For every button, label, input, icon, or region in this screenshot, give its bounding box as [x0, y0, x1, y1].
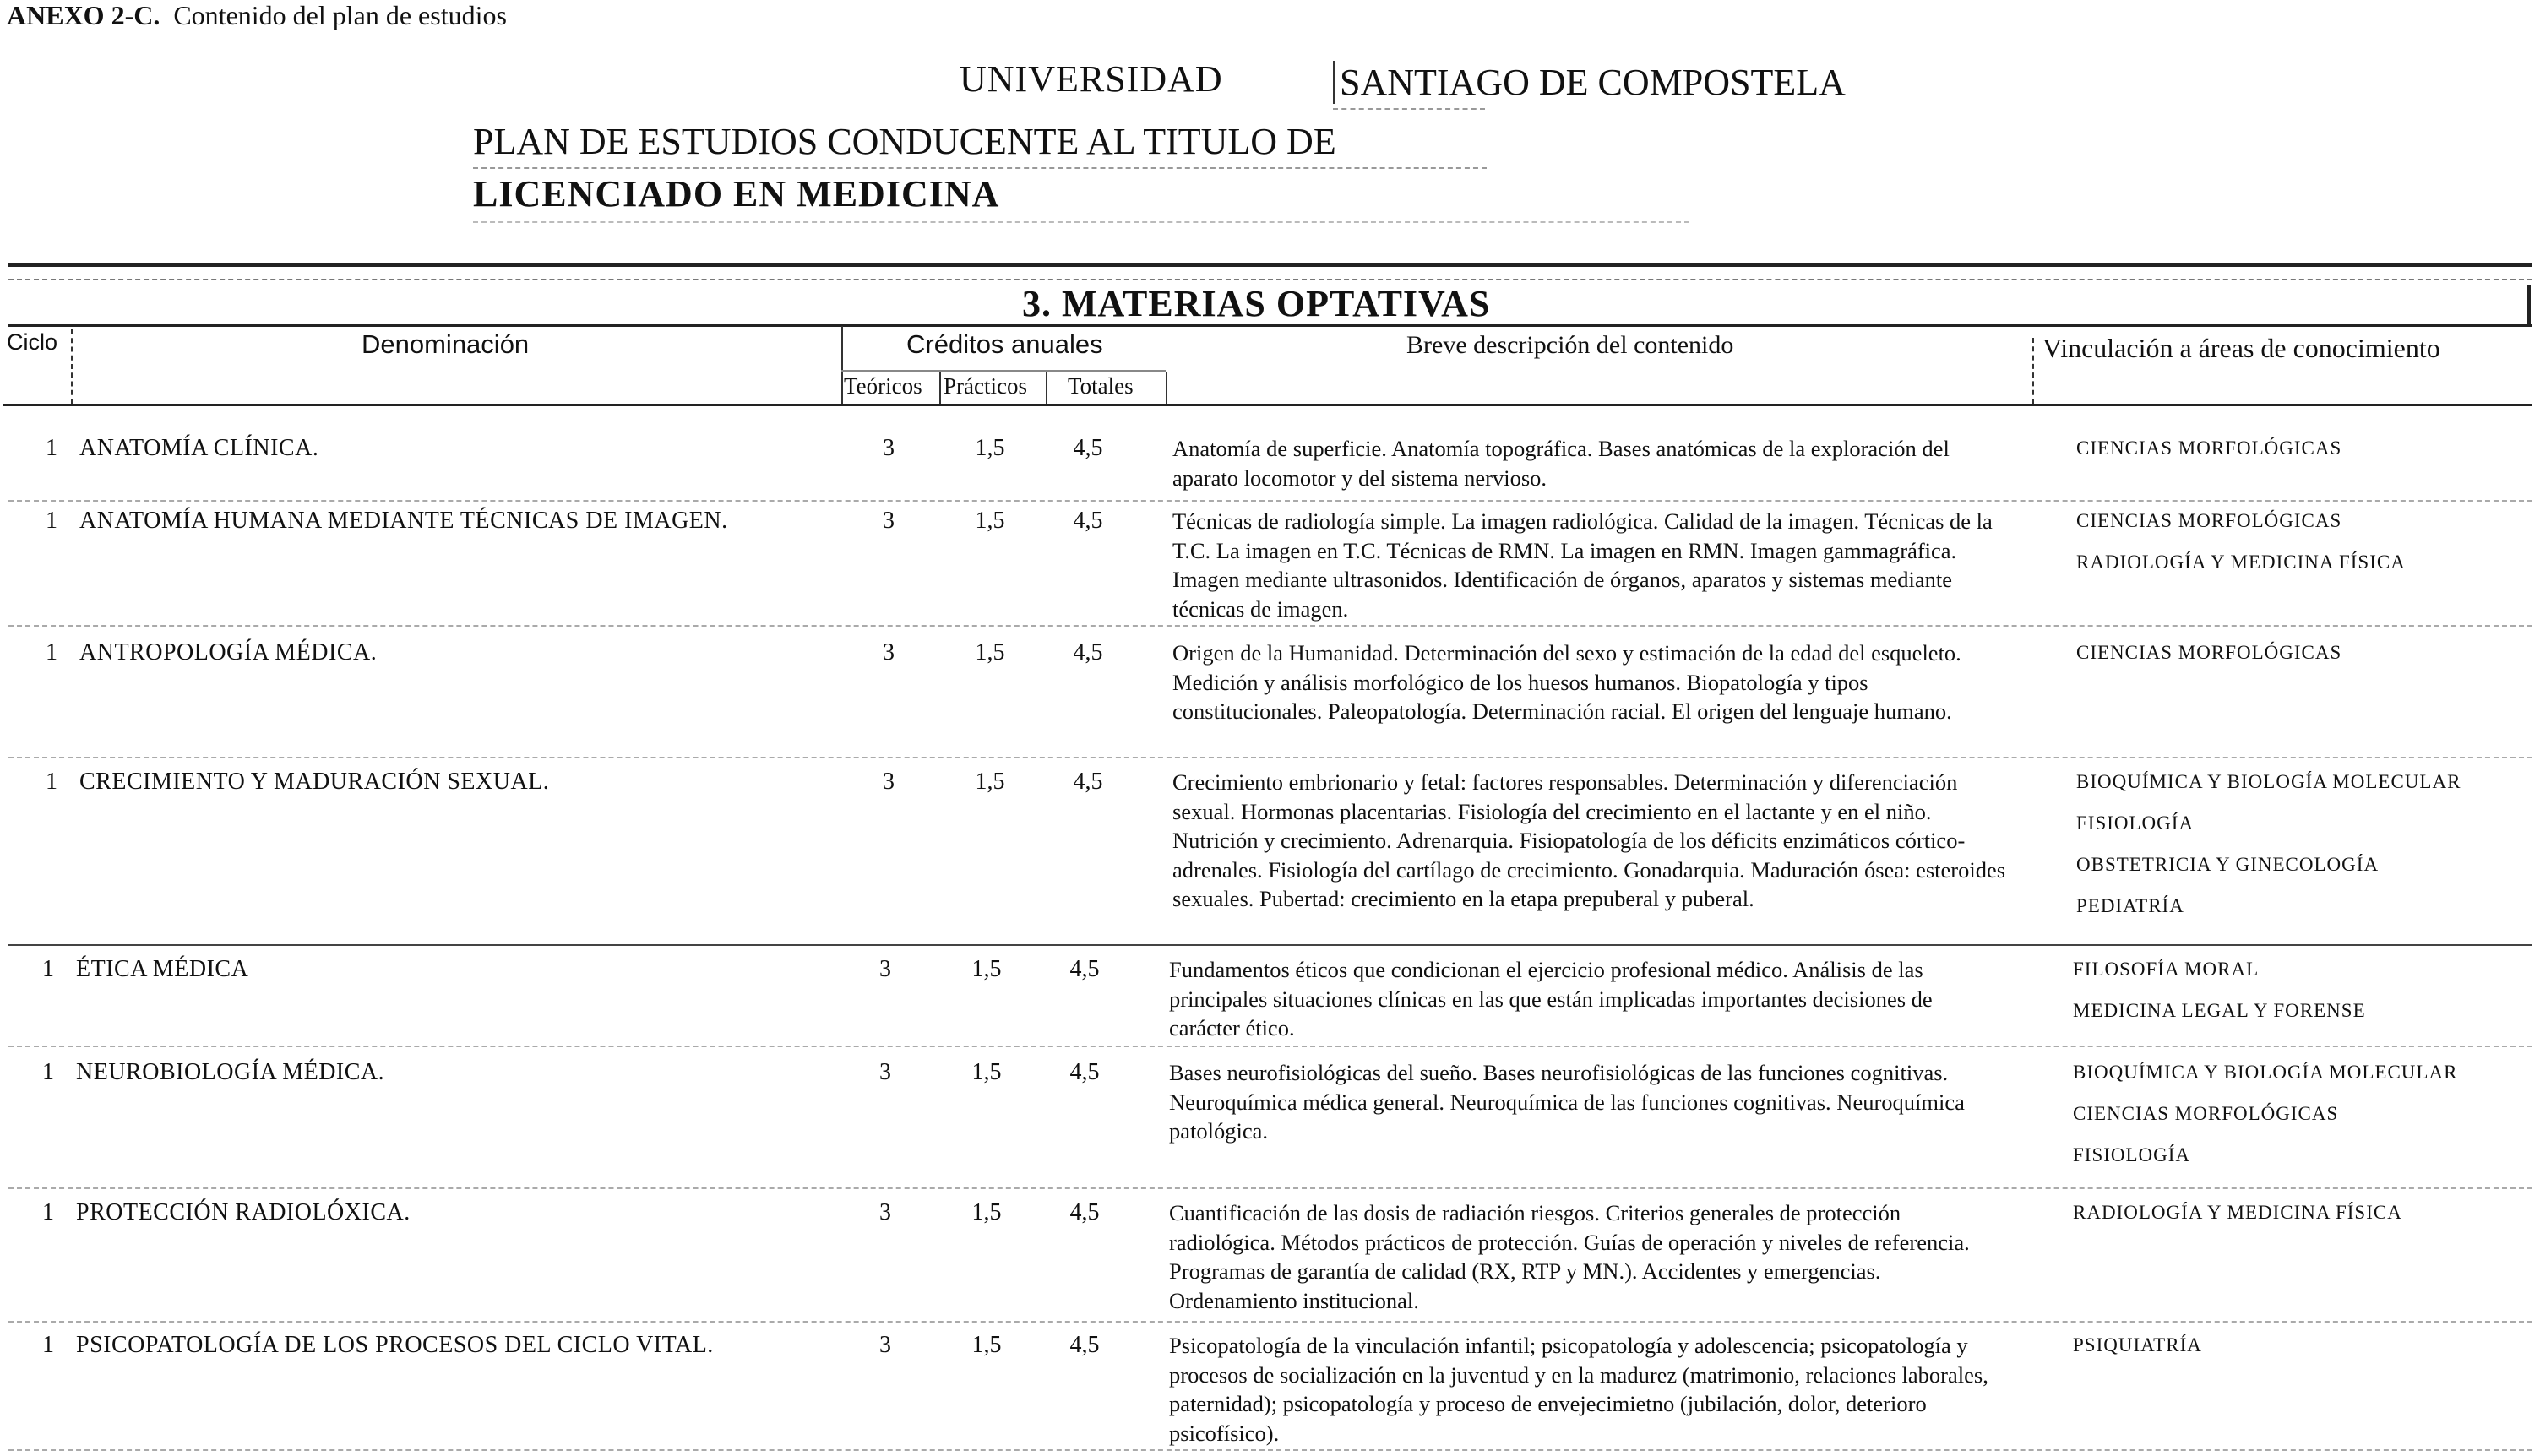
col-header-descripcion: Breve descripción del contenido [1406, 331, 1734, 359]
row-separator [8, 500, 2532, 502]
row-descripcion: Anatomía de superficie. Anatomía topográfica. Bases anatómicas de la exploración del aparato locomotor y del sistema nervioso. [1172, 436, 1950, 491]
row-creditos-practicos: 1,5 [975, 435, 1005, 461]
plan-line: PLAN DE ESTUDIOS CONDUCENTE AL TITULO DE [473, 121, 1336, 162]
area-item: MEDICINA LEGAL Y FORENSE [2073, 1000, 2366, 1021]
table-right-border [2527, 285, 2531, 324]
row-creditos-practicos: 1,5 [971, 1332, 1002, 1358]
row-descripcion: Psicopatología de la vinculación infantil; psicopatología y adolescencia; psicopatología y procesos de socialización en la juventud y en la madurez (matrimonio, relaciones laborales, paternidad); psicopatología y proceso de envejecimietno (jubilación, dolor, deterioro psicofísico). [1169, 1333, 1988, 1446]
row-descripcion: Fundamentos éticos que condicionan el ejercicio profesional médico. Análisis de las principales situaciones clínicas en las que están implicadas importantes decisiones de carácter ético. [1169, 957, 1933, 1040]
col-header-practicos: Prácticos [944, 373, 1027, 399]
row-separator [8, 1187, 2532, 1189]
row-vinculacion [2073, 1324, 2202, 1366]
row-denominacion: NEUROBIOLOGÍA MÉDICA. [76, 1059, 385, 1085]
row-separator [8, 1321, 2532, 1323]
area-item: OBSTETRICIA Y GINECOLOGÍA [2076, 854, 2380, 875]
row-denominacion: PROTECCIÓN RADIOLÓXICA. [76, 1199, 411, 1225]
row-creditos-teoricos: 3 [883, 435, 895, 461]
row-denominacion: ANTROPOLOGÍA MÉDICA. [79, 639, 378, 666]
area-item: RADIOLOGÍA Y MEDICINA FÍSICA [2073, 1202, 2402, 1223]
row-ciclo: 1 [42, 1059, 54, 1085]
row-descripcion: Bases neurofisiológicas del sueño. Bases neurofisiológicas de las funciones cognitivas. Neuroquímica médica general. Neuroquímica de las funciones cognitivas. Neuroquímica patológica. [1169, 1060, 1965, 1144]
row-denominacion: CRECIMIENTO Y MADURACIÓN SEXUAL. [79, 769, 550, 795]
row-creditos-totales: 4,5 [1069, 956, 1100, 982]
row-descripcion: Crecimiento embrionario y fetal: factores responsables. Determinación y diferenciación sexual. Hormonas placentarias. Fisiología del crecimiento en el lactante y en el niño. Nutrición y crecimiento. Adrenarquia. Fisiopatología de los déficits enzimáticos córtico-adrenales. Fisiología del cartílago de crecimiento. Gonadarquia. Maduración ósea: esteroides sexuales. Pubertad: crecimiento en la etapa prepuberal y puberal. [1172, 769, 2006, 911]
row-ciclo: 1 [42, 1199, 54, 1225]
area-item: BIOQUÍMICA Y BIOLOGÍA MOLECULAR [2073, 1062, 2458, 1083]
row-vinculacion [2076, 427, 2341, 469]
annex-title: Contenido del plan de estudios [173, 0, 507, 30]
area-item: CIENCIAS MORFOLÓGICAS [2076, 510, 2342, 531]
underline [473, 221, 1689, 223]
area-item: FISIOLOGÍA [2073, 1144, 2191, 1165]
col-divider [1046, 372, 1047, 404]
row-creditos-practicos: 1,5 [975, 639, 1005, 666]
row-creditos-teoricos: 3 [883, 769, 895, 795]
annex-heading [7, 0, 507, 31]
col-header-ciclo: Ciclo [7, 329, 58, 355]
table-bottom-rule [8, 1449, 2532, 1451]
row-creditos-teoricos: 3 [883, 639, 895, 666]
row-ciclo: 1 [42, 1332, 54, 1358]
row-ciclo: 1 [46, 639, 57, 666]
row-creditos-teoricos: 3 [883, 508, 895, 534]
underline [473, 167, 1487, 169]
col-header-teoricos: Teóricos [844, 373, 922, 399]
section-title-rule [8, 324, 2532, 327]
row-creditos-practicos: 1,5 [971, 1199, 1002, 1225]
row-vinculacion [2076, 632, 2341, 673]
row-creditos-practicos: 1,5 [975, 769, 1005, 795]
area-item: FILOSOFÍA MORAL [2073, 959, 2260, 980]
col-divider [71, 329, 73, 404]
row-ciclo: 1 [46, 508, 57, 534]
col-divider [841, 326, 843, 404]
row-denominacion: PSICOPATOLOGÍA DE LOS PROCESOS DEL CICLO VITAL. [76, 1332, 714, 1358]
area-item: PSIQUIATRÍA [2073, 1334, 2202, 1355]
row-creditos-totales: 4,5 [1073, 639, 1103, 666]
degree-title: LICENCIADO EN MEDICINA [473, 173, 1000, 215]
row-separator [8, 625, 2532, 627]
area-item: CIENCIAS MORFOLÓGICAS [2076, 642, 2342, 663]
table-top-rule [8, 263, 2532, 267]
row-creditos-totales: 4,5 [1069, 1332, 1100, 1358]
row-denominacion: ANATOMÍA CLÍNICA. [79, 435, 319, 461]
col-divider [1166, 372, 1167, 404]
row-creditos-totales: 4,5 [1073, 508, 1103, 534]
row-vinculacion [2076, 761, 2461, 926]
area-item: CIENCIAS MORFOLÓGICAS [2073, 1103, 2339, 1124]
row-vinculacion [2073, 1051, 2457, 1176]
area-item: PEDIATRÍA [2076, 895, 2184, 916]
row-descripcion: Cuantificación de las dosis de radiación riesgos. Criterios generales de protección radiológica. Métodos prácticos de protección. Guías de operación y niveles de referencia. Programas de garantía de calidad (RX, RTP y MN.). Accidentes y emergencias. Ordenamiento institucional. [1169, 1200, 1970, 1313]
row-ciclo: 1 [46, 769, 57, 795]
table-top-dashed-rule [8, 279, 2532, 280]
col-header-totales: Totales [1068, 373, 1134, 399]
row-creditos-totales: 4,5 [1073, 435, 1103, 461]
col-header-creditos: Créditos anuales [906, 329, 1103, 359]
row-creditos-practicos: 1,5 [971, 956, 1002, 982]
row-creditos-teoricos: 3 [879, 1332, 891, 1358]
row-descripcion: Origen de la Humanidad. Determinación del sexo y estimación de la edad del esqueleto. Medición y análisis morfológico de los huesos humanos. Biopatología y tipos constitucionales. Paleopatología. Determinación racial. El origen del lenguaje humano. [1172, 640, 1961, 724]
row-denominacion: ÉTICA MÉDICA [76, 956, 249, 982]
row-denominacion: ANATOMÍA HUMANA MEDIANTE TÉCNICAS DE IMAGEN. [79, 508, 728, 534]
area-item: FISIOLOGÍA [2076, 812, 2195, 834]
row-creditos-teoricos: 3 [879, 956, 891, 982]
row-creditos-totales: 4,5 [1073, 769, 1103, 795]
row-creditos-practicos: 1,5 [975, 508, 1005, 534]
section-title: 3. MATERIAS OPTATIVAS [1022, 283, 1491, 324]
row-ciclo: 1 [46, 435, 57, 461]
row-creditos-totales: 4,5 [1069, 1199, 1100, 1225]
row-creditos-totales: 4,5 [1069, 1059, 1100, 1085]
area-item: CIENCIAS MORFOLÓGICAS [2076, 437, 2342, 459]
row-vinculacion [2073, 1192, 2402, 1233]
university-label: UNIVERSIDAD [960, 58, 1223, 100]
row-separator [8, 1046, 2532, 1047]
area-item: RADIOLOGÍA Y MEDICINA FÍSICA [2076, 551, 2406, 573]
col-divider [2032, 338, 2034, 404]
row-creditos-teoricos: 3 [879, 1059, 891, 1085]
row-creditos-teoricos: 3 [879, 1199, 891, 1225]
university-name: SANTIAGO DE COMPOSTELA [1333, 61, 1846, 104]
annex-label: ANEXO 2-C. [7, 0, 160, 30]
col-header-denominacion: Denominación [362, 329, 530, 359]
col-divider [939, 372, 941, 404]
header-bottom-rule [3, 404, 2532, 406]
row-vinculacion [2073, 948, 2366, 1031]
row-ciclo: 1 [42, 956, 54, 982]
row-separator [8, 757, 2532, 758]
row-vinculacion [2076, 500, 2406, 583]
subheader-rule [841, 370, 1166, 372]
row-descripcion: Técnicas de radiología simple. La imagen radiológica. Calidad de la imagen. Técnicas de la T.C. La imagen en T.C. Técnicas de RMN. La imagen en RMN. Imagen gammagráfica. Imagen mediante ultrasonidos. Identificación de órganos, aparatos y sistemas mediante técnicas de imagen. [1172, 508, 1993, 622]
row-creditos-practicos: 1,5 [971, 1059, 1002, 1085]
underline [1333, 108, 1485, 110]
col-header-vinculacion: Vinculación a áreas de conocimiento [2042, 333, 2440, 363]
row-separator [8, 944, 2532, 946]
area-item: BIOQUÍMICA Y BIOLOGÍA MOLECULAR [2076, 771, 2461, 792]
